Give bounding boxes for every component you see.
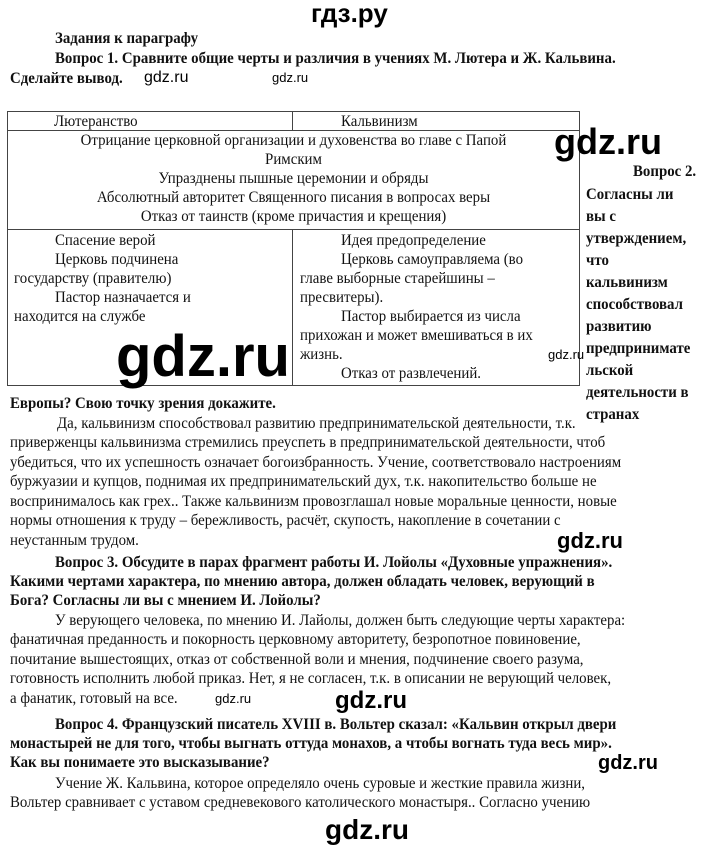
question-2: кальвинизм [586,274,668,291]
calvinist-cell: прихожан и может вмешиваться в их [300,327,533,344]
table-header-lutheranism: Лютеранство [54,113,138,130]
question-2: что [586,252,609,269]
lutheran-cell: Церковь подчинена [55,251,179,268]
answer-3: готовность исполнить любой приказ. Нет, я не согласен, т.к. в описании не верующий человек, [10,670,612,687]
question-2: способствовал [586,296,683,313]
question-2: предпринимате [586,340,691,357]
answer-4: Вольтер сравнивает с уставом средневекового католического монастыря.. Согласно учению [10,794,591,811]
lutheran-cell: находится на службе [14,308,146,325]
comparison-table [7,111,580,389]
watermark: gdz.ru [144,69,189,86]
answer-2: буржуазии и купцов, поднимая их предпринимательский дух, т.к. накопительство больше не [10,473,597,490]
question-3: Какими чертами характера, по мнению автора, должен обладать человек, верующий в [10,573,595,590]
answer-3: почитание вышестоящих, отказ от собственной воли и мнения, подчинение своего разума, [10,651,584,668]
answer-2: неустанным трудом. [10,532,139,549]
question-2: вы с [586,208,616,225]
lutheran-cell: государству (правителю) [14,270,172,287]
site-header[interactable]: гдз.ру [311,0,388,28]
question-4: Как вы понимаете это высказывание? [10,754,270,771]
watermark: gdz.ru [116,324,290,389]
answer-3: фанатичная преданность и покорность церковному авторитету, безропотное повиновение, [10,631,581,648]
heading: Задания к параграфу [55,30,199,47]
answer-2: Да, кальвинизм способствовал развитию предпринимательской деятельности, т.к. [57,415,576,432]
calvinist-cell: Идея предопределение [341,232,486,249]
answer-4: Учение Ж. Кальвина, которое определяло очень суровые и жесткие правила жизни, [55,775,586,792]
watermark: gdz.ru [557,528,623,553]
table-common-row: Римским [265,151,322,168]
question-2: Согласны ли [586,186,674,203]
answer-2: приверженцы кальвинизма стремились преуспеть в предпринимательской деятельности, чтоб [10,434,606,451]
answer-3: а фанатик, готовый на все. [10,690,178,707]
answer-3: У верующего человека, по мнению И. Лайолы, должен быть следующие черты характера: [55,612,626,629]
watermark: gdz.ru [272,70,309,85]
watermark: gdz.ru [335,687,407,714]
watermark: gdz.ru [554,121,662,162]
question-2-tail: Европы? Свою точку зрения докажите. [10,395,276,412]
question-1: Вопрос 1. Сравните общие черты и различия в учениях М. Лютера и Ж. Кальвина. [55,50,616,67]
question-2: странах [586,406,640,423]
answer-2: воспринималось как грех.. Также кальвинизм провозглашал новые моральные ценности, новые [10,493,617,510]
table-common-row: Упразднены пышные церемонии и обряды [158,170,429,187]
calvinist-cell: Церковь самоуправляема (во [341,251,524,268]
question-3: Бога? Согласны ли вы с мнением И. Лойолы? [10,592,321,609]
question-1: Сделайте вывод. [10,70,123,87]
question-4: Вопрос 4. Французский писатель XVIII в. Вольтер сказал: «Кальвин открыл двери [55,716,617,733]
watermark: gdz.ru [548,347,585,362]
question-2: Вопрос 2. [633,163,697,180]
answer-2: нормы отношения к труду – бережливость, расчёт, скупость, накопление в сочетании с [10,512,561,529]
calvinist-cell: Пастор выбирается из числа [341,308,521,325]
watermark: gdz.ru [598,752,658,774]
table-common-row: Отказ от таинств (кроме причастия и крещения) [140,208,447,225]
table-common-row: Абсолютный авторитет Священного писания в вопросах веры [96,189,491,206]
calvinist-cell: жизнь. [300,346,343,363]
question-2: развитию [586,318,652,335]
calvinist-cell: Отказ от развлечений. [341,365,482,382]
watermark: gdz.ru [215,691,252,706]
calvinist-cell: главе выборные старейшины – [300,270,495,287]
question-2: деятельности в [586,384,689,401]
question-2: утверждением, [586,230,687,247]
table-header-calvinism: Кальвинизм [341,113,418,130]
calvinist-cell: пресвитеры). [300,289,384,306]
answer-2: убедиться, что их успешность означает богоизбранность. Учение, соответствовало настроениям [10,454,622,471]
question-3: Вопрос 3. Обсудите в парах фрагмент работы И. Лойолы «Духовные упражнения». [55,554,613,571]
table-common-row: Отрицание церковной организации и духовенства во главе с Папой [80,132,507,149]
watermark: gdz.ru [325,814,409,845]
lutheran-cell: Пастор назначается и [55,289,191,306]
question-4: монастырей не для того, чтобы выгнать оттуда монахов, а чтобы вогнать туда весь мир». [10,735,612,752]
lutheran-cell: Спасение верой [55,232,156,249]
question-2: льской [586,362,634,379]
